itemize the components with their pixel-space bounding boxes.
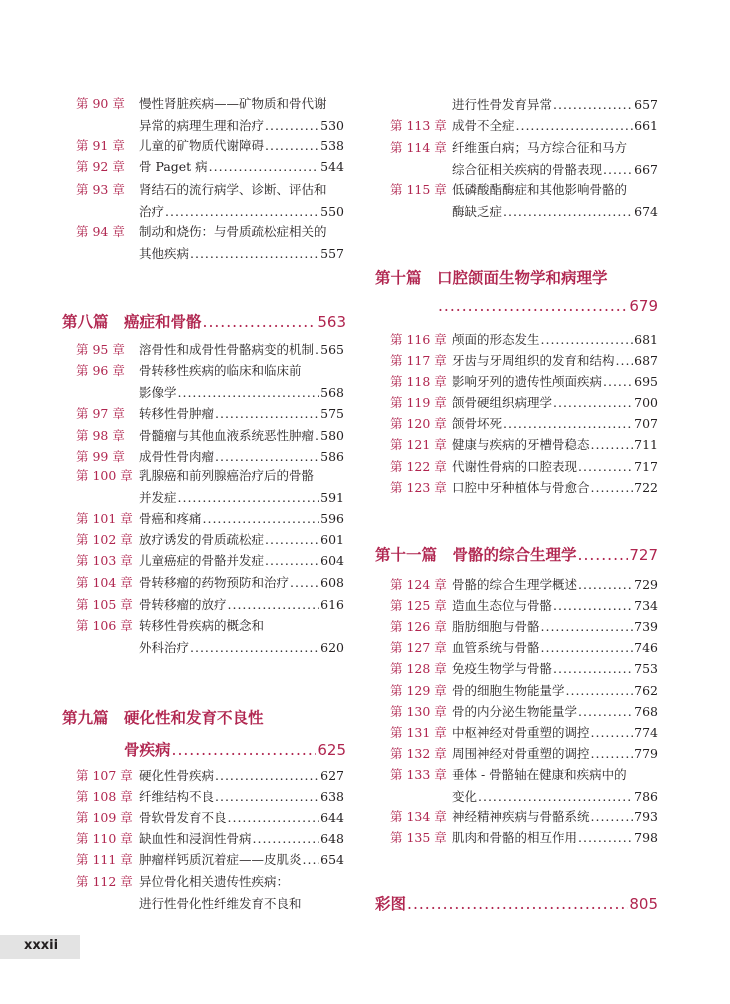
dot-leader xyxy=(591,723,634,743)
chapter-number: 第 135 章 xyxy=(390,830,447,845)
chapter-number: 第 121 章 xyxy=(390,437,447,452)
chapter-title: 缺血性和浸润性骨病 xyxy=(139,831,252,846)
dot-leader xyxy=(178,488,320,508)
chapter-title: 健康与疾病的牙槽骨稳态 xyxy=(452,437,590,452)
dot-leader xyxy=(215,447,319,467)
entry-line xyxy=(452,744,658,764)
chapter-title: 制动和烧伤：与骨质疏松症相关的 xyxy=(139,224,327,239)
chapter-title: 周围神经对骨重塑的调控 xyxy=(452,746,590,761)
entry-line xyxy=(139,447,344,467)
entry-line xyxy=(452,765,658,785)
chapter-number: 第 129 章 xyxy=(390,683,447,698)
entry-line xyxy=(452,160,658,180)
chapter-number: 第 109 章 xyxy=(76,810,133,825)
page-number-ref: 616 xyxy=(320,597,344,612)
chapter-number: 第 107 章 xyxy=(76,768,133,783)
entry-line xyxy=(452,351,658,371)
dot-leader xyxy=(616,351,634,371)
page-number-ref: 557 xyxy=(320,246,344,261)
entry-line xyxy=(139,787,344,807)
chapter-title: 硬化性骨疾病 xyxy=(139,768,215,783)
entry-line xyxy=(139,808,344,828)
dot-leader xyxy=(190,244,319,264)
dot-leader xyxy=(553,659,633,679)
chapter-title: 纤维结构不良 xyxy=(139,789,215,804)
page-number-ref: 654 xyxy=(320,852,344,867)
entry-line xyxy=(139,551,344,571)
chapter-title: 肌肉和骨骼的相互作用 xyxy=(452,830,578,845)
page-number-ref: 530 xyxy=(320,118,344,133)
entry-line xyxy=(452,435,658,455)
chapter-number: 第 92 章 xyxy=(76,159,125,174)
chapter-title: 骨软骨发育不良 xyxy=(139,810,227,825)
dot-leader xyxy=(591,744,634,764)
dot-leader xyxy=(315,426,319,446)
entry-line xyxy=(139,94,344,114)
chapter-number: 第 91 章 xyxy=(76,138,125,153)
chapter-title: 骨骼的综合生理学概述 xyxy=(452,577,578,592)
chapter-title: 口腔中牙种植体与骨愈合 xyxy=(452,480,590,495)
chapter-number: 第 117 章 xyxy=(390,353,447,368)
entry-line xyxy=(139,466,344,486)
section-page: 679 xyxy=(629,297,658,315)
chapter-number: 第 115 章 xyxy=(390,182,447,197)
chapter-title: 慢性肾脏疾病——矿物质和骨代谢 xyxy=(139,96,327,111)
page-number-ref: 711 xyxy=(634,437,658,452)
dot-leader xyxy=(553,596,633,616)
dot-leader xyxy=(553,393,633,413)
entry-line xyxy=(452,372,658,392)
chapter-title: 肿瘤样钙质沉着症——皮肌炎 xyxy=(139,852,302,867)
dot-leader xyxy=(553,95,633,115)
section-line xyxy=(375,543,658,565)
chapter-number: 第 113 章 xyxy=(390,118,447,133)
dot-leader xyxy=(516,116,634,136)
entry-line xyxy=(139,488,344,508)
dot-leader xyxy=(265,530,319,550)
section-title: 第十篇 口腔颌面生物学和病理学 xyxy=(375,268,608,287)
chapter-title: 骨的细胞生物能量学 xyxy=(452,683,565,698)
dot-leader xyxy=(578,828,633,848)
page-number-ref: 661 xyxy=(634,118,658,133)
page-number-ref: 644 xyxy=(320,810,344,825)
page-number-ref: 746 xyxy=(634,640,658,655)
chapter-title: 综合征相关疾病的骨骼表现 xyxy=(452,162,603,177)
page-number-ref: 586 xyxy=(320,449,344,464)
chapter-number: 第 99 章 xyxy=(76,449,125,464)
chapter-title: 儿童的矿物质代谢障碍 xyxy=(139,138,265,153)
chapter-number: 第 132 章 xyxy=(390,746,447,761)
entry-line xyxy=(139,573,344,593)
section-line xyxy=(62,310,346,332)
page-number-ref: 550 xyxy=(320,204,344,219)
page-number-ref: 722 xyxy=(634,480,658,495)
entry-line xyxy=(452,596,658,616)
chapter-number: 第 101 章 xyxy=(76,511,133,526)
chapter-title: 异位骨化相关遗传性疾病： xyxy=(139,874,290,889)
chapter-number: 第 122 章 xyxy=(390,459,447,474)
entry-line xyxy=(452,180,658,200)
chapter-title: 酶缺乏症 xyxy=(452,204,503,219)
page-number-ref: 544 xyxy=(320,159,344,174)
chapter-title: 影响牙列的遗传性颅面疾病 xyxy=(452,374,603,389)
chapter-title: 异常的病理生理和治疗 xyxy=(139,118,265,133)
chapter-number: 第 102 章 xyxy=(76,532,133,547)
dot-leader xyxy=(438,297,628,315)
chapter-number: 第 125 章 xyxy=(390,598,447,613)
page-number-ref: 580 xyxy=(320,428,344,443)
dot-leader xyxy=(591,807,634,827)
chapter-title: 放疗诱发的骨质疏松症 xyxy=(139,532,265,547)
entry-line xyxy=(452,702,658,722)
dot-leader xyxy=(578,546,629,564)
page-number-ref: 739 xyxy=(634,619,658,634)
dot-leader xyxy=(215,404,319,424)
dot-leader xyxy=(503,414,633,434)
entry-line xyxy=(139,829,344,849)
chapter-number: 第 95 章 xyxy=(76,342,125,357)
chapter-title: 其他疾病 xyxy=(139,246,190,261)
chapter-number: 第 116 章 xyxy=(390,332,447,347)
entry-line xyxy=(139,180,344,200)
chapter-number: 第 98 章 xyxy=(76,428,125,443)
entry-line xyxy=(452,807,658,827)
chapter-number: 第 104 章 xyxy=(76,575,133,590)
chapter-title: 骨转移瘤的放疗 xyxy=(139,597,227,612)
dot-leader xyxy=(265,136,319,156)
entry-line xyxy=(452,723,658,743)
chapter-title: 变化 xyxy=(452,789,478,804)
dot-leader xyxy=(203,313,317,331)
page-number-ref: 798 xyxy=(634,830,658,845)
chapter-title: 进行性骨化性纤维发育不良和 xyxy=(139,896,302,911)
entry-line xyxy=(139,244,344,264)
section-page: 805 xyxy=(629,895,658,913)
page-number-ref: 627 xyxy=(320,768,344,783)
dot-leader xyxy=(407,895,628,913)
section-title: 彩图 xyxy=(375,894,407,913)
page-number-ref: 734 xyxy=(634,598,658,613)
entry-line xyxy=(139,136,344,156)
chapter-number: 第 93 章 xyxy=(76,182,125,197)
chapter-title: 溶骨性和成骨性骨骼病变的机制 xyxy=(139,342,315,357)
entry-line xyxy=(139,872,344,892)
entry-line xyxy=(139,595,344,615)
page-number-ref: 786 xyxy=(634,789,658,804)
dot-leader xyxy=(541,330,634,350)
chapter-title: 骨 Paget 病 xyxy=(139,159,208,174)
chapter-title: 乳腺癌和前列腺癌治疗后的骨骼 xyxy=(139,468,315,483)
chapter-title: 血管系统与骨骼 xyxy=(452,640,540,655)
entry-line xyxy=(452,414,658,434)
chapter-title: 低磷酸酯酶症和其他影响骨骼的 xyxy=(452,182,628,197)
entry-line xyxy=(452,202,658,222)
section-title: 第十一篇 骨骼的综合生理学 xyxy=(375,545,577,564)
dot-leader xyxy=(178,383,320,403)
page-number-ref: 575 xyxy=(320,406,344,421)
page-number-ref: 681 xyxy=(634,332,658,347)
page-number-ref: 762 xyxy=(634,683,658,698)
dot-leader xyxy=(578,457,633,477)
chapter-title: 骨转移瘤的药物预防和治疗 xyxy=(139,575,290,590)
chapter-title: 成骨性骨肉瘤 xyxy=(139,449,215,464)
page-number-ref: 608 xyxy=(320,575,344,590)
chapter-title: 颅面的形态发生 xyxy=(452,332,540,347)
chapter-title: 代谢性骨病的口腔表现 xyxy=(452,459,578,474)
entry-line xyxy=(139,222,344,242)
entry-line xyxy=(452,116,658,136)
chapter-number: 第 97 章 xyxy=(76,406,125,421)
page-number-ref: 774 xyxy=(634,725,658,740)
dot-leader xyxy=(315,340,319,360)
entry-line xyxy=(139,426,344,446)
chapter-number: 第 108 章 xyxy=(76,789,133,804)
dot-leader xyxy=(215,766,319,786)
section-line xyxy=(124,738,346,760)
chapter-number: 第 120 章 xyxy=(390,416,447,431)
chapter-number: 第 127 章 xyxy=(390,640,447,655)
section-page: 727 xyxy=(629,546,658,564)
dot-leader xyxy=(228,808,320,828)
entry-line xyxy=(139,638,344,658)
chapter-title: 肾结石的流行病学、诊断、评估和 xyxy=(139,182,327,197)
page-number-ref: 779 xyxy=(634,746,658,761)
entry-line xyxy=(452,575,658,595)
page-number-ref: 538 xyxy=(320,138,344,153)
chapter-title: 骨的内分泌生物能量学 xyxy=(452,704,578,719)
entry-line xyxy=(452,138,658,158)
dot-leader xyxy=(603,160,633,180)
chapter-title: 造血生态位与骨骼 xyxy=(452,598,553,613)
chapter-number: 第 131 章 xyxy=(390,725,447,740)
entry-line xyxy=(452,478,658,498)
chapter-title: 神经精神疾病与骨骼系统 xyxy=(452,809,590,824)
chapter-title: 进行性骨发育异常 xyxy=(452,97,553,112)
chapter-title: 免疫生物学与骨骼 xyxy=(452,661,553,676)
section-page: 563 xyxy=(317,313,346,331)
dot-leader xyxy=(203,509,320,529)
page-number-ref: 667 xyxy=(634,162,658,177)
dot-leader xyxy=(578,575,633,595)
chapter-title: 儿童癌症的骨骼并发症 xyxy=(139,553,265,568)
page-number-ref: 717 xyxy=(634,459,658,474)
page-number-ref: 657 xyxy=(634,97,658,112)
chapter-title: 中枢神经对骨重塑的调控 xyxy=(452,725,590,740)
entry-line xyxy=(139,404,344,424)
page-number-ref: 638 xyxy=(320,789,344,804)
chapter-title: 影像学 xyxy=(139,385,177,400)
chapter-title: 并发症 xyxy=(139,490,177,505)
entry-line xyxy=(139,894,344,914)
chapter-title: 成骨不全症 xyxy=(452,118,515,133)
dot-leader xyxy=(541,638,634,658)
entry-line xyxy=(139,509,344,529)
entry-line xyxy=(452,617,658,637)
entry-line xyxy=(139,616,344,636)
chapter-number: 第 106 章 xyxy=(76,618,133,633)
chapter-number: 第 124 章 xyxy=(390,577,447,592)
dot-leader xyxy=(503,202,633,222)
entry-line xyxy=(139,530,344,550)
entry-line xyxy=(452,659,658,679)
page-number-ref: 565 xyxy=(320,342,344,357)
dot-leader xyxy=(578,702,633,722)
entry-line xyxy=(452,828,658,848)
section-title: 第九篇 硬化性和发育不良性 xyxy=(62,708,264,727)
chapter-number: 第 114 章 xyxy=(390,140,447,155)
chapter-title: 牙齿与牙周组织的发育和结构 xyxy=(452,353,615,368)
page-number-ref: 591 xyxy=(320,490,344,505)
dot-leader xyxy=(228,595,320,615)
dot-leader xyxy=(253,829,320,849)
page-number-ref: 753 xyxy=(634,661,658,676)
entry-line xyxy=(452,681,658,701)
dot-leader xyxy=(265,116,319,136)
entry-line xyxy=(139,116,344,136)
page-number-ref: 620 xyxy=(320,640,344,655)
page-number-ref: 674 xyxy=(634,204,658,219)
section-line xyxy=(375,892,658,914)
chapter-title: 外科治疗 xyxy=(139,640,190,655)
page-number-ref: 707 xyxy=(634,416,658,431)
chapter-number: 第 119 章 xyxy=(390,395,447,410)
page-number-ref: 596 xyxy=(320,511,344,526)
entry-line xyxy=(139,850,344,870)
chapter-title: 转移性骨疾病的概念和 xyxy=(139,618,265,633)
chapter-number: 第 112 章 xyxy=(76,874,133,889)
section-page: 625 xyxy=(317,741,346,759)
dot-leader xyxy=(591,435,634,455)
section-title: 第八篇 癌症和骨骼 xyxy=(62,312,202,331)
entry-line xyxy=(452,95,658,115)
page-number-ref: 687 xyxy=(634,353,658,368)
dot-leader xyxy=(541,617,634,637)
chapter-number: 第 90 章 xyxy=(76,96,125,111)
dot-leader xyxy=(190,638,319,658)
chapter-number: 第 111 章 xyxy=(76,852,133,867)
entry-line xyxy=(139,383,344,403)
entry-line xyxy=(452,393,658,413)
entry-line xyxy=(139,202,344,222)
dot-leader xyxy=(591,478,634,498)
chapter-number: 第 126 章 xyxy=(390,619,447,634)
chapter-number: 第 128 章 xyxy=(390,661,447,676)
page-number-ref: 568 xyxy=(320,385,344,400)
chapter-number: 第 123 章 xyxy=(390,480,447,495)
chapter-number: 第 130 章 xyxy=(390,704,447,719)
dot-leader xyxy=(603,372,633,392)
page-number-ref: 695 xyxy=(634,374,658,389)
chapter-number: 第 100 章 xyxy=(76,468,133,483)
entry-line xyxy=(139,157,344,177)
chapter-number: 第 118 章 xyxy=(390,374,447,389)
page-number-ref: 700 xyxy=(634,395,658,410)
section-line xyxy=(437,297,658,315)
section-title-cont: 骨疾病 xyxy=(124,740,171,759)
entry-line xyxy=(139,340,344,360)
dot-leader xyxy=(265,551,319,571)
dot-leader xyxy=(566,681,634,701)
chapter-title: 垂体 - 骨骼轴在健康和疾病中的 xyxy=(452,767,627,782)
chapter-number: 第 110 章 xyxy=(76,831,133,846)
dot-leader xyxy=(215,787,319,807)
page-number-ref: 793 xyxy=(634,809,658,824)
chapter-title: 转移性骨肿瘤 xyxy=(139,406,215,421)
chapter-title: 治疗 xyxy=(139,204,165,219)
dot-leader xyxy=(290,573,319,593)
page-number-ref: 729 xyxy=(634,577,658,592)
dot-leader xyxy=(172,741,317,759)
chapter-number: 第 133 章 xyxy=(390,767,447,782)
entry-line xyxy=(452,457,658,477)
entry-line xyxy=(452,787,658,807)
chapter-title: 脂肪细胞与骨骼 xyxy=(452,619,540,634)
chapter-title: 纤维蛋白病；马方综合征和马方 xyxy=(452,140,628,155)
dot-leader xyxy=(478,787,633,807)
page-number-ref: 768 xyxy=(634,704,658,719)
chapter-number: 第 96 章 xyxy=(76,363,125,378)
chapter-number: 第 103 章 xyxy=(76,553,133,568)
page-number-ref: 604 xyxy=(320,553,344,568)
chapter-title: 骨髓瘤与其他血液系统恶性肿瘤 xyxy=(139,428,315,443)
chapter-title: 骨癌和疼痛 xyxy=(139,511,202,526)
page-number: xxxii xyxy=(24,938,59,953)
entry-line xyxy=(452,330,658,350)
dot-leader xyxy=(165,202,319,222)
dot-leader xyxy=(303,850,320,870)
entry-line xyxy=(139,766,344,786)
chapter-number: 第 105 章 xyxy=(76,597,133,612)
entry-line xyxy=(452,638,658,658)
dot-leader xyxy=(209,157,319,177)
chapter-title: 颌骨坏死 xyxy=(452,416,503,431)
chapter-number: 第 94 章 xyxy=(76,224,125,239)
page-number-ref: 601 xyxy=(320,532,344,547)
chapter-number: 第 134 章 xyxy=(390,809,447,824)
entry-line xyxy=(139,361,344,381)
chapter-title: 颌骨硬组织病理学 xyxy=(452,395,553,410)
chapter-title: 骨转移性疾病的临床和临床前 xyxy=(139,363,302,378)
page-number-ref: 648 xyxy=(320,831,344,846)
